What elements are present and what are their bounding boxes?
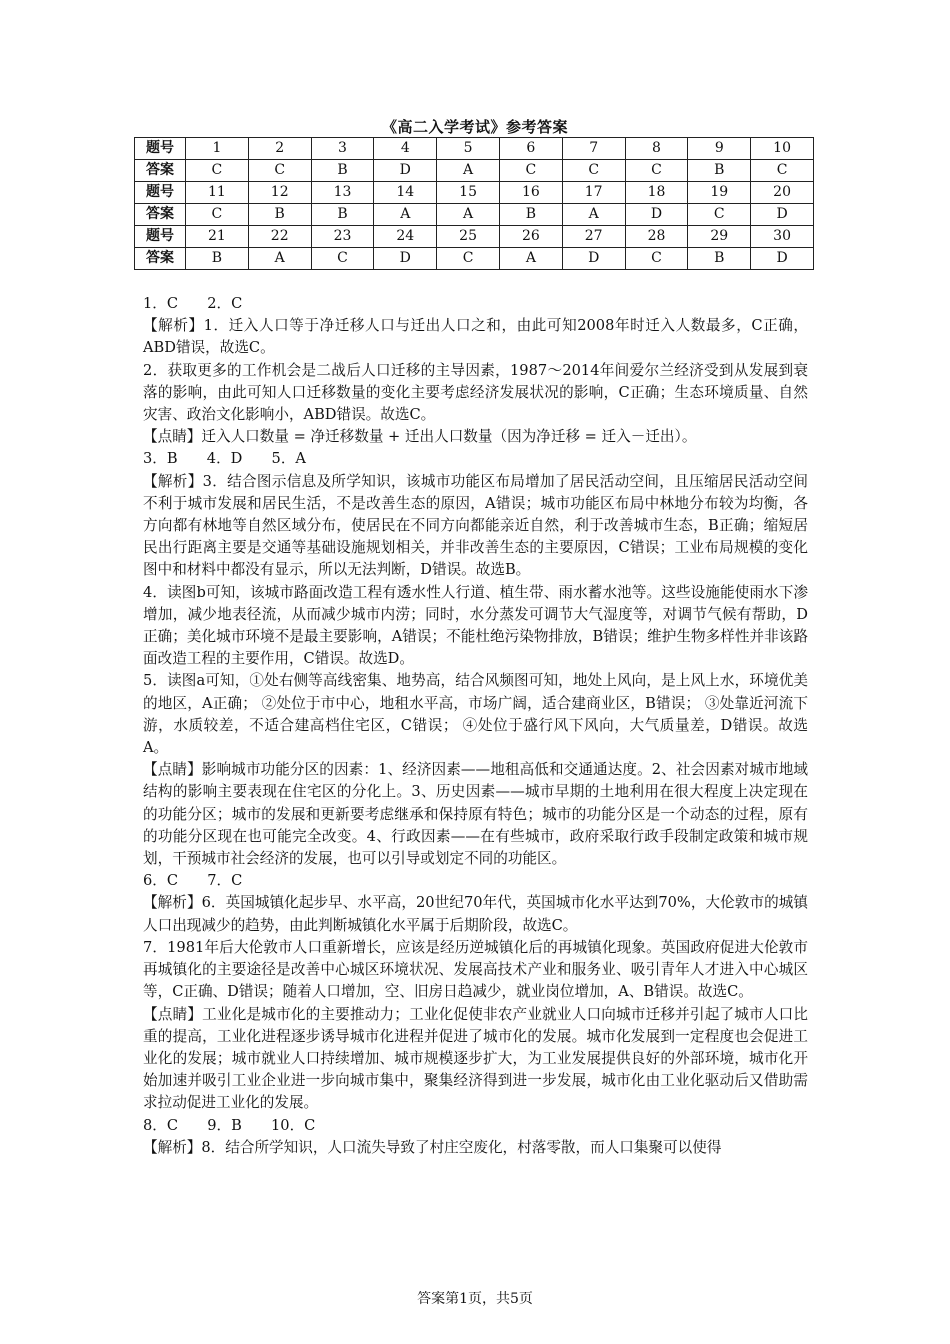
table-cell: B bbox=[688, 160, 751, 182]
page-title: 《高二入学考试》参考答案 bbox=[381, 118, 568, 136]
table-cell: 9 bbox=[688, 138, 751, 160]
table-cell: 7 bbox=[562, 138, 625, 160]
table-cell: 25 bbox=[437, 226, 500, 248]
table-cell: C bbox=[186, 204, 249, 226]
paragraph: 【解析】6．英国城镇化起步早、水平高，20世纪70年代，英国城市化水平达到70%，大伦敦市的城镇人口出现减少的趋势，由此判断城镇化水平属于后期阶段，故选C。 bbox=[143, 894, 808, 934]
table-cell: 19 bbox=[688, 182, 751, 204]
table-cell: 5 bbox=[437, 138, 500, 160]
paragraph: 1．C 2．C bbox=[143, 295, 243, 312]
table-cell: C bbox=[499, 160, 562, 182]
table-cell: B bbox=[248, 204, 311, 226]
paragraph: 【解析】1．迁入人口等于净迁移人口与迁出人口之和，由此可知2008年时迁入人数最多，C正确，ABD错误，故选C。 bbox=[143, 317, 808, 357]
table-cell: C bbox=[437, 248, 500, 270]
table-row bbox=[135, 182, 814, 204]
paragraph: 4．读图b可知，该城市路面改造工程有透水性人行道、植生带、雨水蓄水池等。这些设施能使雨水下渗增加，减少地表径流，从而减少城市内涝；同时，水分蒸发可调节大气湿度等，对调节气候有帮助，D正确；美化城市环境不是最主要影响，A错误；不能杜绝污染物排放，B错误；维护生物多样性并非该路面改造工程的主要作用，C错误。故选D。 bbox=[143, 583, 808, 668]
paragraph: 6．C 7．C bbox=[143, 872, 243, 890]
table-cell: 26 bbox=[499, 226, 562, 248]
paragraph: 【点睛】迁入人口数量 = 净迁移数量 + 迁出人口数量（因为净迁移 = 迁入－迁出）。 bbox=[143, 428, 697, 446]
table-row bbox=[135, 248, 814, 270]
row-label: 题号 bbox=[135, 182, 186, 204]
table-cell: A bbox=[437, 160, 500, 182]
table-cell: A bbox=[374, 204, 437, 226]
table-cell: B bbox=[499, 204, 562, 226]
table-cell: D bbox=[625, 204, 688, 226]
answer-explanations bbox=[143, 293, 808, 1159]
table-cell: B bbox=[311, 204, 374, 226]
table-cell: 30 bbox=[751, 226, 814, 248]
table-cell: C bbox=[562, 160, 625, 182]
table-cell: D bbox=[751, 204, 814, 226]
table-cell: C bbox=[751, 160, 814, 182]
table-cell: D bbox=[751, 248, 814, 270]
paragraph: 7．1981年后大伦敦市人口重新增长，应该是经历逆城镇化后的再城镇化现象。英国政府促进大伦敦市再城镇化的主要途径是改善中心城区环境状况、发展高技术产业和服务业、吸引青年人才进入中心城区等，C正确、D错误；随着人口增加，空、旧房日趋减少，就业岗位增加，A、B错误。故选C。 bbox=[143, 938, 808, 1001]
paragraph: 【点睛】工业化是城市化的主要推动力；工业化促使非农产业就业人口向城市迁移并引起了城市人口比重的提高，工业化进程逐步诱导城市化进程并促进了城市化的发展。城市化发展到一定程度也会促进工业化的发展；城市就业人口持续增加、城市规模逐步扩大，为工业发展提供良好的外部环境，城市化开始加速并吸引工业企业进一步向城市集中，聚集经济得到进一步发展，城市化由工业化驱动后又借助需求拉动促进工业化的发展。 bbox=[143, 1005, 808, 1112]
table-cell: 8 bbox=[625, 138, 688, 160]
table-cell: B bbox=[688, 248, 751, 270]
table-cell: 15 bbox=[437, 182, 500, 204]
table-cell: 13 bbox=[311, 182, 374, 204]
row-label: 答案 bbox=[135, 160, 186, 182]
table-cell: 18 bbox=[625, 182, 688, 204]
row-label: 题号 bbox=[135, 226, 186, 248]
table-cell: A bbox=[562, 204, 625, 226]
table-cell: 12 bbox=[248, 182, 311, 204]
answer-table bbox=[134, 137, 814, 270]
table-cell: D bbox=[562, 248, 625, 270]
table-cell: 1 bbox=[186, 138, 249, 160]
table-cell: 29 bbox=[688, 226, 751, 248]
table-cell: 10 bbox=[751, 138, 814, 160]
table-cell: 11 bbox=[186, 182, 249, 204]
table-row bbox=[135, 138, 814, 160]
page-footer: 答案第1页，共5页 bbox=[417, 1291, 533, 1307]
table-cell: 2 bbox=[248, 138, 311, 160]
row-label: 答案 bbox=[135, 248, 186, 270]
paragraph: 5．读图a可知，①处右侧等高线密集、地势高，结合风频图可知，地处上风向，是上风上水，环境优美的地区，A正确； ②处位于市中心，地租水平高，市场广阔，适合建商业区，B错误； ③处靠近河流下游，水质较差，不适合建高档住宅区，C错误； ④处位于盛行风下风向，大气质量差，D错误。故选A。 bbox=[143, 672, 808, 757]
table-cell: 6 bbox=[499, 138, 562, 160]
table-cell: A bbox=[248, 248, 311, 270]
table-cell: B bbox=[186, 248, 249, 270]
table-cell: C bbox=[186, 160, 249, 182]
paragraph: 【解析】3．结合图示信息及所学知识，该城市功能区布局增加了居民活动空间，且压缩居民活动空间不利于城市发展和居民生活，不是改善生态的原因，A错误；城市功能区布局中林地分布较为均衡，各方向都有林地等自然区域分布，使居民在不同方向都能亲近自然，利于改善城市生态，B正确；缩短居民出行距离主要是交通等基础设施规划相关，并非改善生态的主要原因，C错误；工业布局规模的变化图中和材料中都没有显示，所以无法判断，D错误。故选B。 bbox=[143, 472, 808, 579]
table-cell: 24 bbox=[374, 226, 437, 248]
row-label: 答案 bbox=[135, 204, 186, 226]
paragraph: 【解析】8．结合所学知识，人口流失导致了村庄空废化，村落零散，而人口集聚可以使得 bbox=[143, 1138, 722, 1156]
table-cell: 27 bbox=[562, 226, 625, 248]
table-row bbox=[135, 160, 814, 182]
table-cell: 28 bbox=[625, 226, 688, 248]
table-cell: C bbox=[688, 204, 751, 226]
table-cell: 16 bbox=[499, 182, 562, 204]
paragraph: 3．B 4．D 5．A bbox=[143, 450, 306, 468]
table-cell: C bbox=[625, 248, 688, 270]
table-cell: A bbox=[499, 248, 562, 270]
table-cell: 20 bbox=[751, 182, 814, 204]
table-cell: C bbox=[311, 248, 374, 270]
table-cell: C bbox=[248, 160, 311, 182]
table-row bbox=[135, 204, 814, 226]
table-cell: 14 bbox=[374, 182, 437, 204]
table-row bbox=[135, 226, 814, 248]
table-cell: 17 bbox=[562, 182, 625, 204]
row-label: 题号 bbox=[135, 138, 186, 160]
paragraph: 2．获取更多的工作机会是二战后人口迁移的主导因素，1987～2014年间爱尔兰经济受到从发展到衰落的影响，由此可知人口迁移数量的变化主要考虑经济发展状况的影响，C正确；生态环境质量、自然灾害、政治文化影响小，ABD错误。故选C。 bbox=[143, 361, 808, 424]
paragraph: 8．C 9．B 10．C bbox=[143, 1116, 316, 1134]
table-cell: 22 bbox=[248, 226, 311, 248]
table-cell: 4 bbox=[374, 138, 437, 160]
table-cell: 23 bbox=[311, 226, 374, 248]
paragraph: 【点睛】影响城市功能分区的因素：1、经济因素——地租高低和交通通达度。2、社会因素对城市地域结构的影响主要表现在住宅区的分化上。3、历史因素——城市早期的土地利用在很大程度上决定现在的功能分区；城市的发展和更新要考虑继承和保持原有特色；城市的功能分区是一个动态的过程，原有的功能分区现在也可能完全改变。4、行政因素——在有些城市，政府采取行政手段制定政策和城市规划，干预城市社会经济的发展，也可以引导或划定不同的功能区。 bbox=[143, 761, 808, 868]
table-cell: 21 bbox=[186, 226, 249, 248]
table-cell: A bbox=[437, 204, 500, 226]
table-cell: 3 bbox=[311, 138, 374, 160]
table-cell: B bbox=[311, 160, 374, 182]
table-cell: D bbox=[374, 248, 437, 270]
table-cell: C bbox=[625, 160, 688, 182]
table-cell: D bbox=[374, 160, 437, 182]
